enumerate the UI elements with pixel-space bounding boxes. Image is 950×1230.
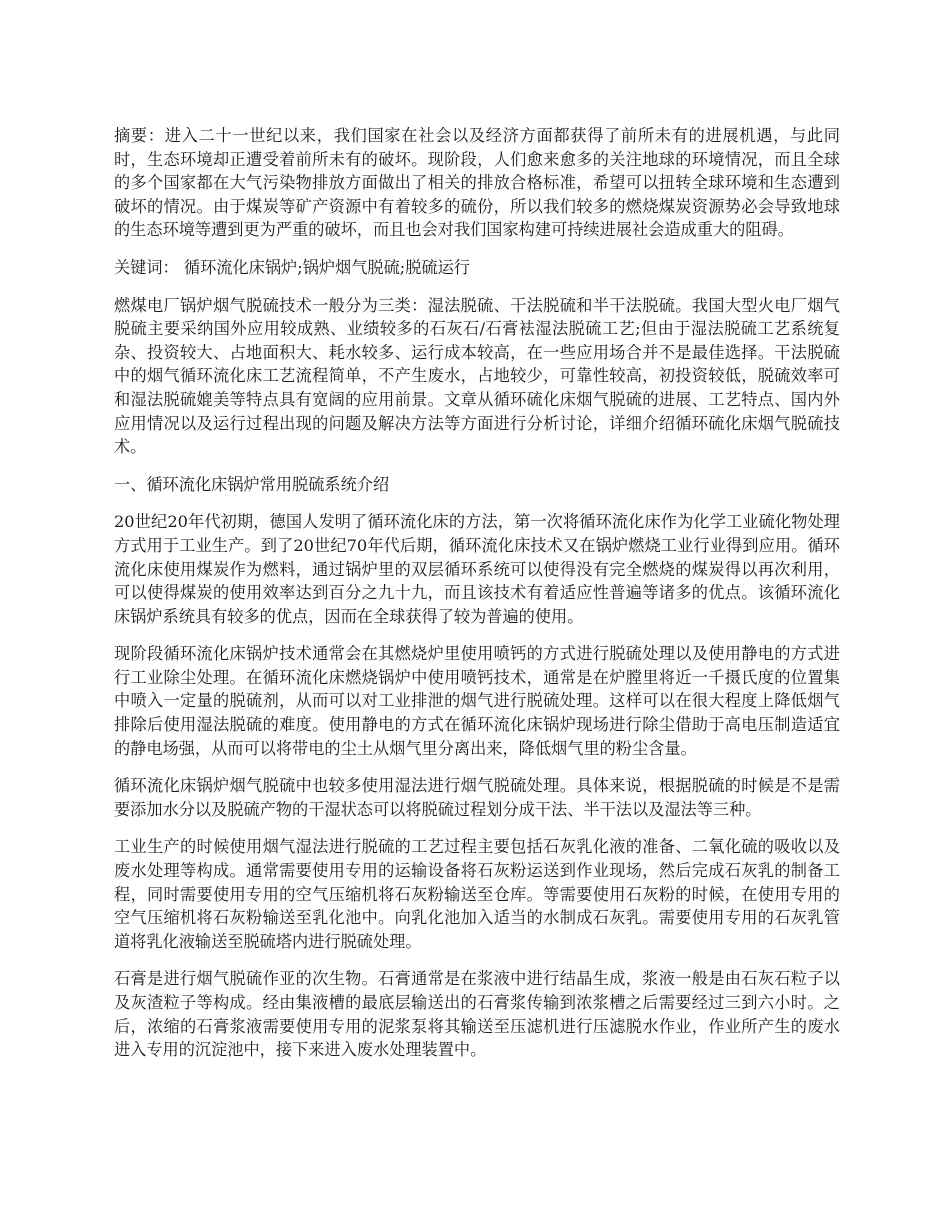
body-paragraph-3: 循环流化床锅炉烟气脱硫中也较多使用湿法进行烟气脱硫处理。具体来说，根据脱硫的时候是不是需要添加水分以及脱硫产物的干湿状态可以将脱硫过程划分成干法、半干法以及湿法等三种。 [114, 776, 840, 819]
intro-paragraph: 燃煤电厂锅炉烟气脱硫技术一般分为三类：湿法脱硫、干法脱硫和半干法脱硫。我国大型火电厂烟气脱硫主要采纳国外应用较成熟、业绩较多的石灰石/石膏袪湿法脱硫工艺;但由于湿法脱硫工艺系统复杂、投资较大、占地面积大、耗水较多、运行成本较高，在一些应用场合并不是最佳选择。干法脱硫中的烟气循环流化床工艺流程简单，不产生废水，占地较少，可靠性较高，初投资较低，脱硫效率可和湿法脱硫媲美等特点具有宽阔的应用前景。文章从循环硫化床烟气脱硫的进展、工艺特点、国内外应用情况以及运行过程出现的问题及解决方法等方面进行分析讨论，详细介绍循环硫化床烟气脱硫技术。 [114, 295, 840, 457]
keywords-line: 关键词： 循环流化床锅炉;锅炉烟气脱硫;脱硫运行 [114, 257, 470, 277]
body-paragraph-1: 20世纪20年代初期，德国人发明了循环流化床的方法，第一次将循环流化床作为化学工业硫化物处理方式用于工业生产。到了20世纪70年代后期，循环流化床技术又在锅炉燃烧工业行业得到应用。循环流化床使用煤炭作为燃料，通过锅炉里的双层循环系统可以使得没有完全燃烧的煤炭得以再次利用，可以使得煤炭的使用效率达到百分之九十九，而且该技术有着适应性普遍等诸多的优点。该循环流化床锅炉系统具有较多的优点，因而在全球获得了较为普遍的使用。 [114, 512, 840, 626]
body-paragraph-4: 工业生产的时候使用烟气湿法进行脱硫的工艺过程主要包括石灰乳化液的准备、二氧化硫的吸收以及废水处理等构成。通常需要使用专用的运输设备将石灰粉运送到作业现场，然后完成石灰乳的制备工程，同时需要使用专用的空气压缩机将石灰粉输送至仓库。等需要使用石灰粉的时候，在使用专用的空气压缩机将石灰粉输送至乳化池中。向乳化池加入适当的水制成石灰乳。需要使用专用的石灰乳管道将乳化液输送至脱硫塔内进行脱硫处理。 [114, 837, 840, 951]
abstract-paragraph: 摘要：进入二十一世纪以来，我们国家在社会以及经济方面都获得了前所未有的进展机遇，与此同时，生态环境却正遭受着前所未有的破坏。现阶段，人们愈来愈多的关注地球的环境情况，而且全球的多个国家都在大气污染物排放方面做出了相关的排放合格标准，希望可以扭转全球环境和生态遭到破坏的情况。由于煤炭等矿产资源中有着较多的硫份，所以我们较多的燃烧煤炭资源势必会导致地球的生态环境等遭到更为严重的破坏，而且也会对我们国家构建可持续进展社会造成重大的阻碍。 [114, 126, 840, 240]
body-paragraph-2: 现阶段循环流化床锅炉技术通常会在其燃烧炉里使用喷钙的方式进行脱硫处理以及使用静电的方式进行工业除尘处理。在循环流化床燃烧锅炉中使用喷钙技术，通常是在炉膛里将近一千摄氏度的位置集中喷入一定量的脱硫剂，从而可以对工业排泄的烟气进行脱硫处理。这样可以在很大程度上降低烟气排除后使用湿法脱硫的难度。使用静电的方式在循环流化床锅炉现场进行除尘借助于高电压制造适宜的静电场强，从而可以将带电的尘土从烟气里分离出来，降低烟气里的粉尘含量。 [114, 644, 840, 758]
body-paragraph-5: 石膏是进行烟气脱硫作亚的次生物。石膏通常是在浆液中进行结晶生成，浆液一般是由石灰石粒子以及灰渣粒子等构成。经由集液槽的最底层输送出的石膏浆传输到浓浆槽之后需要经过三到六小时。之后，浓缩的石膏浆液需要使用专用的泥浆泵将其输送至压滤机进行压滤脱水作业，作业所产生的废水进入专用的沉淀池中，接下来进入废水处理装置中。 [114, 969, 840, 1060]
section-heading: 一、循环流化床锅炉常用脱硫系统介绍 [114, 474, 390, 494]
document-body [114, 124, 840, 1076]
